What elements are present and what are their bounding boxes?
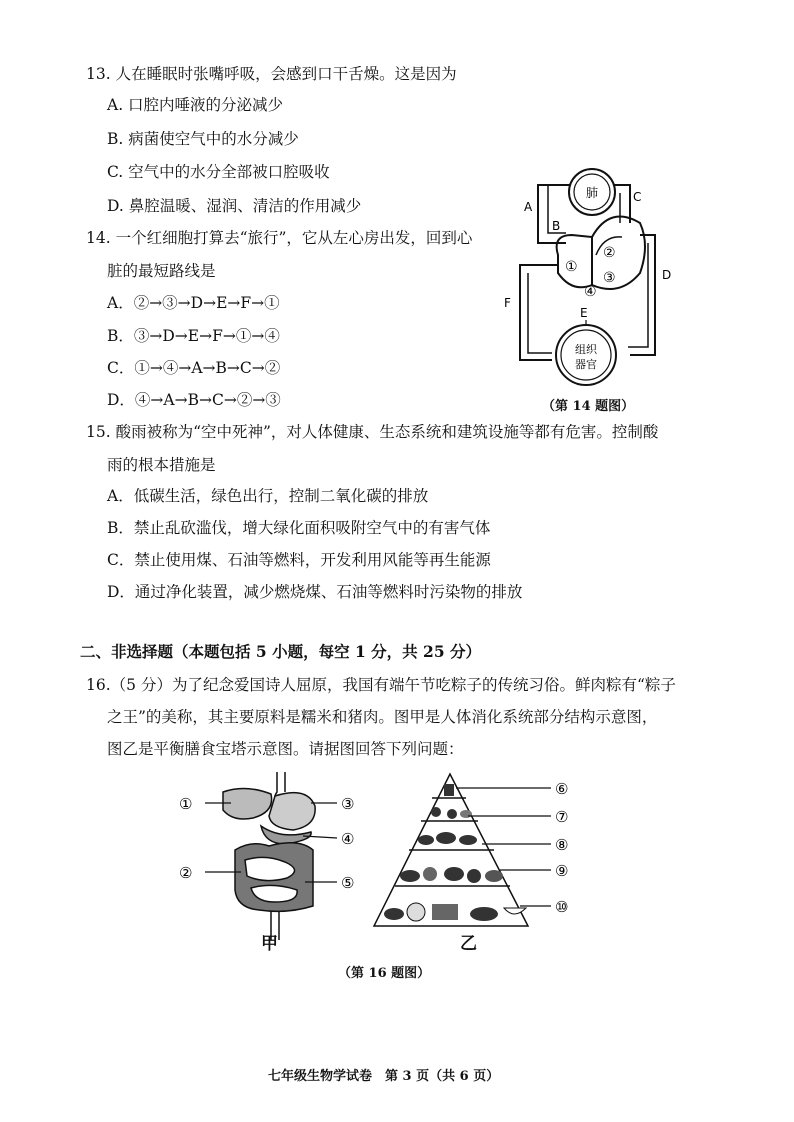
q14-option-c: C．①→④→A→B→C→② (107, 359, 281, 377)
fig16-caption: （第 16 题图） (338, 966, 431, 981)
fig14-caption: （第 14 题图） (542, 399, 635, 414)
yi-marker-10: ⑩ (555, 898, 569, 916)
q13-option-d: D. 鼻腔温暖、湿润、清洁的作用减少 (107, 197, 362, 215)
label-f: F (504, 296, 511, 310)
q15-option-a: A．低碳生活，绿色出行，控制二氧化碳的排放 (107, 487, 429, 505)
q14-option-d: D．④→A→B→C→②→③ (107, 391, 281, 409)
page-footer: 七年级生物学试卷 第 3 页（共 6 页） (268, 1069, 500, 1084)
section2-title: 二、非选择题（本题包括 5 小题，每空 1 分，共 25 分） (80, 642, 482, 661)
jia-marker-2: ② (179, 864, 193, 882)
q13-option-c: C. 空气中的水分全部被口腔吸收 (107, 163, 330, 181)
label-1: ① (565, 259, 578, 275)
label-2: ② (603, 245, 616, 261)
label-c: C (633, 190, 642, 204)
q13-option-a: A. 口腔内唾液的分泌减少 (107, 96, 284, 114)
label-d: D (662, 268, 672, 282)
organ-label-line1: 组织 (575, 343, 597, 356)
jia-marker-5: ⑤ (341, 874, 355, 892)
label-4: ④ (584, 284, 597, 300)
q16-line1: 16.（5 分）为了纪念爱国诗人屈原，我国有端午节吃粽子的传统习俗。鲜肉粽有“粽子 (86, 676, 676, 694)
yi-marker-7: ⑦ (555, 808, 569, 826)
q15-stem-line2: 雨的根本措施是 (107, 456, 216, 474)
q13-option-b: B. 病菌使空气中的水分减少 (107, 130, 299, 148)
q15-option-b: B．禁止乱砍滥伐，增大绿化面积吸附空气中的有害气体 (107, 519, 491, 537)
label-e: E (580, 306, 588, 320)
circulation-diagram (500, 165, 690, 410)
yi-marker-9: ⑨ (555, 862, 569, 880)
jia-marker-3: ③ (341, 795, 355, 813)
jia-marker-1: ① (179, 795, 193, 813)
digestive-system-diagram (175, 770, 365, 950)
q16-line3: 图乙是平衡膳食宝塔示意图。请据图回答下列问题： (107, 740, 464, 758)
food-pyramid-diagram (370, 768, 585, 938)
jia-marker-4: ④ (341, 830, 355, 848)
label-jia: 甲 (261, 934, 278, 954)
label-a: A (524, 200, 533, 214)
label-b: B (552, 219, 561, 233)
q14-option-b: B．③→D→E→F→①→④ (107, 327, 280, 345)
q16-line2: 之王”的美称，其主要原料是糯米和猪肉。图甲是人体消化系统部分结构示意图， (107, 708, 658, 726)
q15-option-c: C．禁止使用煤、石油等燃料，开发利用风能等再生能源 (107, 551, 491, 569)
q15-stem-line1: 15. 酸雨被称为“空中死神”，对人体健康、生态系统和建筑设施等都有危害。控制酸 (86, 423, 659, 441)
label-yi: 乙 (460, 934, 477, 954)
q15-option-d: D．通过净化装置，减少燃烧煤、石油等燃料时污染物的排放 (107, 583, 523, 601)
yi-marker-8: ⑧ (555, 836, 569, 854)
q13-stem: 13. 人在睡眠时张嘴呼吸，会感到口干舌燥。这是因为 (86, 65, 457, 83)
lung-label: 肺 (585, 186, 599, 200)
q14-stem-line1: 14. 一个红细胞打算去“旅行”，它从左心房出发，回到心 (86, 229, 473, 247)
organ-label-line2: 器官 (575, 358, 597, 371)
q14-option-a: A．②→③→D→E→F→① (107, 294, 280, 312)
label-3: ③ (603, 270, 616, 286)
q14-stem-line2: 脏的最短路线是 (107, 262, 216, 280)
yi-marker-6: ⑥ (555, 780, 569, 798)
